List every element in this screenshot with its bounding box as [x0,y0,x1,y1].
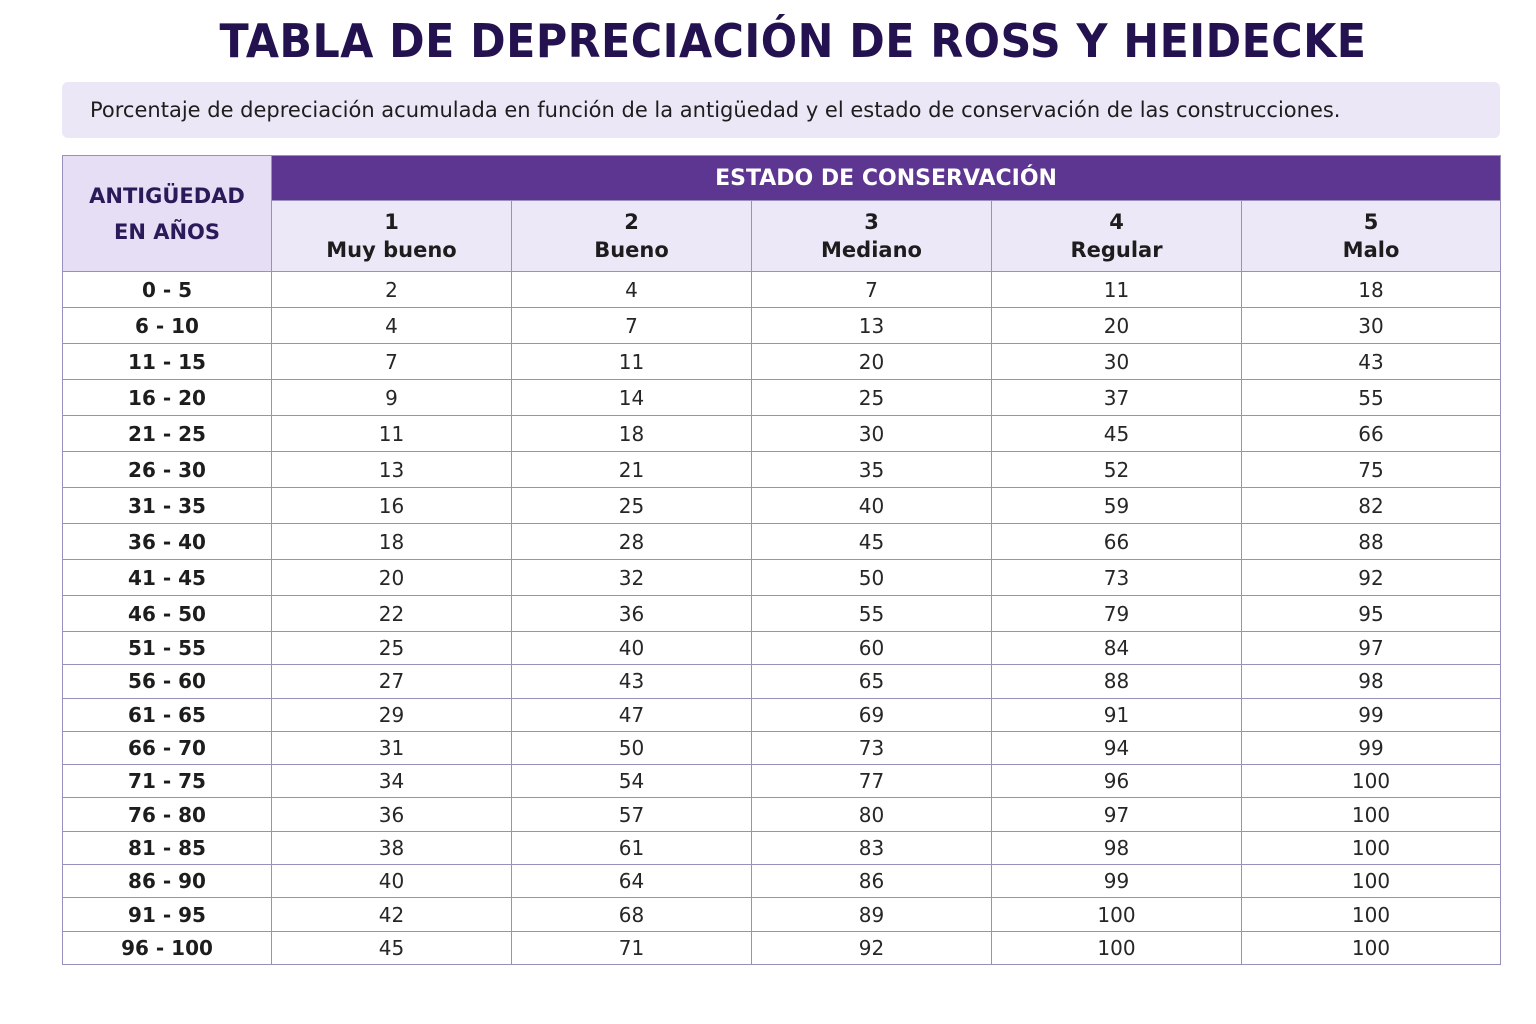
table-row [63,831,1501,864]
age-range-cell: 61 - 65 [63,698,272,731]
table-row [63,380,1501,416]
age-range-cell: 36 - 40 [63,524,272,560]
depreciation-value-cell: 30 [1242,308,1501,344]
depreciation-value-cell: 4 [512,272,752,308]
age-range-cell: 91 - 95 [63,898,272,931]
depreciation-value-cell: 40 [752,488,992,524]
depreciation-value-cell: 29 [272,698,512,731]
depreciation-value-cell: 52 [992,452,1242,488]
depreciation-value-cell: 7 [752,272,992,308]
column-label: Malo [1342,238,1400,262]
table-row [63,632,1501,665]
depreciation-value-cell: 11 [272,416,512,452]
depreciation-table [62,155,1501,965]
age-range-cell: 31 - 35 [63,488,272,524]
age-range-cell: 11 - 15 [63,344,272,380]
depreciation-value-cell: 66 [1242,416,1501,452]
age-range-cell: 86 - 90 [63,865,272,898]
table-row [63,452,1501,488]
depreciation-value-cell: 94 [992,731,1242,764]
depreciation-value-cell: 89 [752,898,992,931]
depreciation-value-cell: 2 [272,272,512,308]
condition-group-header: ESTADO DE CONSERVACIÓN [272,156,1501,201]
depreciation-value-cell: 99 [1242,731,1501,764]
depreciation-value-cell: 64 [512,865,752,898]
table-row [63,596,1501,632]
depreciation-value-cell: 92 [752,931,992,964]
depreciation-value-cell: 25 [272,632,512,665]
depreciation-value-cell: 99 [1242,698,1501,731]
depreciation-value-cell: 16 [272,488,512,524]
table-row [63,488,1501,524]
table-row [63,560,1501,596]
table-row [63,931,1501,964]
subtitle-box [62,82,1500,138]
age-range-cell: 16 - 20 [63,380,272,416]
depreciation-value-cell: 69 [752,698,992,731]
age-range-cell: 0 - 5 [63,272,272,308]
age-range-cell: 51 - 55 [63,632,272,665]
depreciation-value-cell: 22 [272,596,512,632]
depreciation-value-cell: 100 [1242,865,1501,898]
depreciation-value-cell: 43 [512,665,752,698]
depreciation-value-cell: 95 [1242,596,1501,632]
age-range-cell: 76 - 80 [63,798,272,831]
depreciation-value-cell: 50 [752,560,992,596]
depreciation-value-cell: 25 [512,488,752,524]
depreciation-value-cell: 55 [752,596,992,632]
table-row [63,731,1501,764]
depreciation-value-cell: 9 [272,380,512,416]
depreciation-value-cell: 55 [1242,380,1501,416]
age-header-line2: EN AÑOS [113,219,221,244]
column-label: Regular [1070,238,1163,262]
depreciation-value-cell: 4 [272,308,512,344]
depreciation-value-cell: 7 [272,344,512,380]
age-range-cell: 96 - 100 [63,931,272,964]
table-row [63,898,1501,931]
depreciation-value-cell: 59 [992,488,1242,524]
depreciation-value-cell: 100 [992,898,1242,931]
depreciation-value-cell: 13 [272,452,512,488]
depreciation-value-cell: 75 [1242,452,1501,488]
depreciation-value-cell: 100 [1242,765,1501,798]
depreciation-value-cell: 97 [992,798,1242,831]
depreciation-value-cell: 99 [992,865,1242,898]
depreciation-value-cell: 20 [992,308,1242,344]
depreciation-value-cell: 36 [272,798,512,831]
depreciation-value-cell: 100 [1242,831,1501,864]
depreciation-value-cell: 25 [752,380,992,416]
depreciation-value-cell: 20 [752,344,992,380]
depreciation-value-cell: 38 [272,831,512,864]
age-range-cell: 26 - 30 [63,452,272,488]
column-number: 5 [1363,210,1379,234]
age-column-header [63,156,272,272]
table-row [63,765,1501,798]
column-header-regular [992,201,1242,272]
depreciation-value-cell: 43 [1242,344,1501,380]
depreciation-value-cell: 40 [272,865,512,898]
depreciation-value-cell: 27 [272,665,512,698]
column-label: Bueno [594,238,669,262]
depreciation-value-cell: 98 [1242,665,1501,698]
depreciation-value-cell: 66 [992,524,1242,560]
depreciation-value-cell: 79 [992,596,1242,632]
depreciation-value-cell: 11 [512,344,752,380]
depreciation-value-cell: 50 [512,731,752,764]
age-range-cell: 41 - 45 [63,560,272,596]
depreciation-value-cell: 88 [992,665,1242,698]
depreciation-value-cell: 45 [752,524,992,560]
depreciation-value-cell: 77 [752,765,992,798]
depreciation-value-cell: 18 [512,416,752,452]
age-range-cell: 71 - 75 [63,765,272,798]
depreciation-value-cell: 35 [752,452,992,488]
depreciation-value-cell: 21 [512,452,752,488]
age-range-cell: 56 - 60 [63,665,272,698]
column-number: 4 [1109,210,1124,234]
depreciation-value-cell: 88 [1242,524,1501,560]
depreciation-value-cell: 47 [512,698,752,731]
depreciation-value-cell: 45 [992,416,1242,452]
column-header-bueno [512,201,752,272]
depreciation-value-cell: 36 [512,596,752,632]
depreciation-value-cell: 60 [752,632,992,665]
depreciation-value-cell: 82 [1242,488,1501,524]
depreciation-value-cell: 18 [272,524,512,560]
depreciation-value-cell: 28 [512,524,752,560]
depreciation-value-cell: 100 [1242,798,1501,831]
table-row [63,344,1501,380]
page-title: TABLA DE DEPRECIACIÓN DE ROSS Y HEIDECKE [219,14,1367,68]
depreciation-value-cell: 100 [1242,931,1501,964]
depreciation-value-cell: 100 [1242,898,1501,931]
table-row [63,798,1501,831]
table-row [63,865,1501,898]
depreciation-value-cell: 65 [752,665,992,698]
column-number: 3 [864,210,879,234]
depreciation-value-cell: 91 [992,698,1242,731]
table-row [63,524,1501,560]
age-range-cell: 46 - 50 [63,596,272,632]
depreciation-value-cell: 86 [752,865,992,898]
table-row [63,416,1501,452]
depreciation-value-cell: 31 [272,731,512,764]
depreciation-value-cell: 96 [992,765,1242,798]
depreciation-value-cell: 100 [992,931,1242,964]
depreciation-value-cell: 7 [512,308,752,344]
depreciation-value-cell: 18 [1242,272,1501,308]
depreciation-value-cell: 14 [512,380,752,416]
depreciation-value-cell: 30 [992,344,1242,380]
table-row [63,272,1501,308]
column-label: Muy bueno [326,238,457,262]
depreciation-value-cell: 73 [752,731,992,764]
depreciation-value-cell: 54 [512,765,752,798]
column-label: Mediano [821,238,922,262]
column-header-mediano [752,201,992,272]
depreciation-value-cell: 45 [272,931,512,964]
age-header-line1: ANTIGÜEDAD [89,183,245,208]
depreciation-value-cell: 84 [992,632,1242,665]
table-row [63,698,1501,731]
depreciation-value-cell: 42 [272,898,512,931]
depreciation-value-cell: 73 [992,560,1242,596]
depreciation-value-cell: 61 [512,831,752,864]
column-header-muy-bueno [272,201,512,272]
depreciation-value-cell: 97 [1242,632,1501,665]
table-body [63,272,1501,965]
table-row [63,308,1501,344]
age-range-cell: 81 - 85 [63,831,272,864]
depreciation-value-cell: 30 [752,416,992,452]
age-range-cell: 66 - 70 [63,731,272,764]
table-row [63,665,1501,698]
age-range-cell: 6 - 10 [63,308,272,344]
depreciation-value-cell: 83 [752,831,992,864]
depreciation-value-cell: 57 [512,798,752,831]
depreciation-value-cell: 13 [752,308,992,344]
depreciation-value-cell: 71 [512,931,752,964]
depreciation-value-cell: 34 [272,765,512,798]
depreciation-value-cell: 32 [512,560,752,596]
page-subtitle: Porcentaje de depreciación acumulada en función de la antigüedad y el estado de conservación de las construcciones. [90,98,1341,122]
column-header-malo [1242,201,1501,272]
depreciation-value-cell: 11 [992,272,1242,308]
depreciation-value-cell: 68 [512,898,752,931]
column-number: 1 [384,210,399,234]
depreciation-value-cell: 20 [272,560,512,596]
depreciation-value-cell: 98 [992,831,1242,864]
depreciation-value-cell: 40 [512,632,752,665]
column-number: 2 [624,210,639,234]
age-range-cell: 21 - 25 [63,416,272,452]
depreciation-value-cell: 37 [992,380,1242,416]
depreciation-value-cell: 80 [752,798,992,831]
depreciation-value-cell: 92 [1242,560,1501,596]
